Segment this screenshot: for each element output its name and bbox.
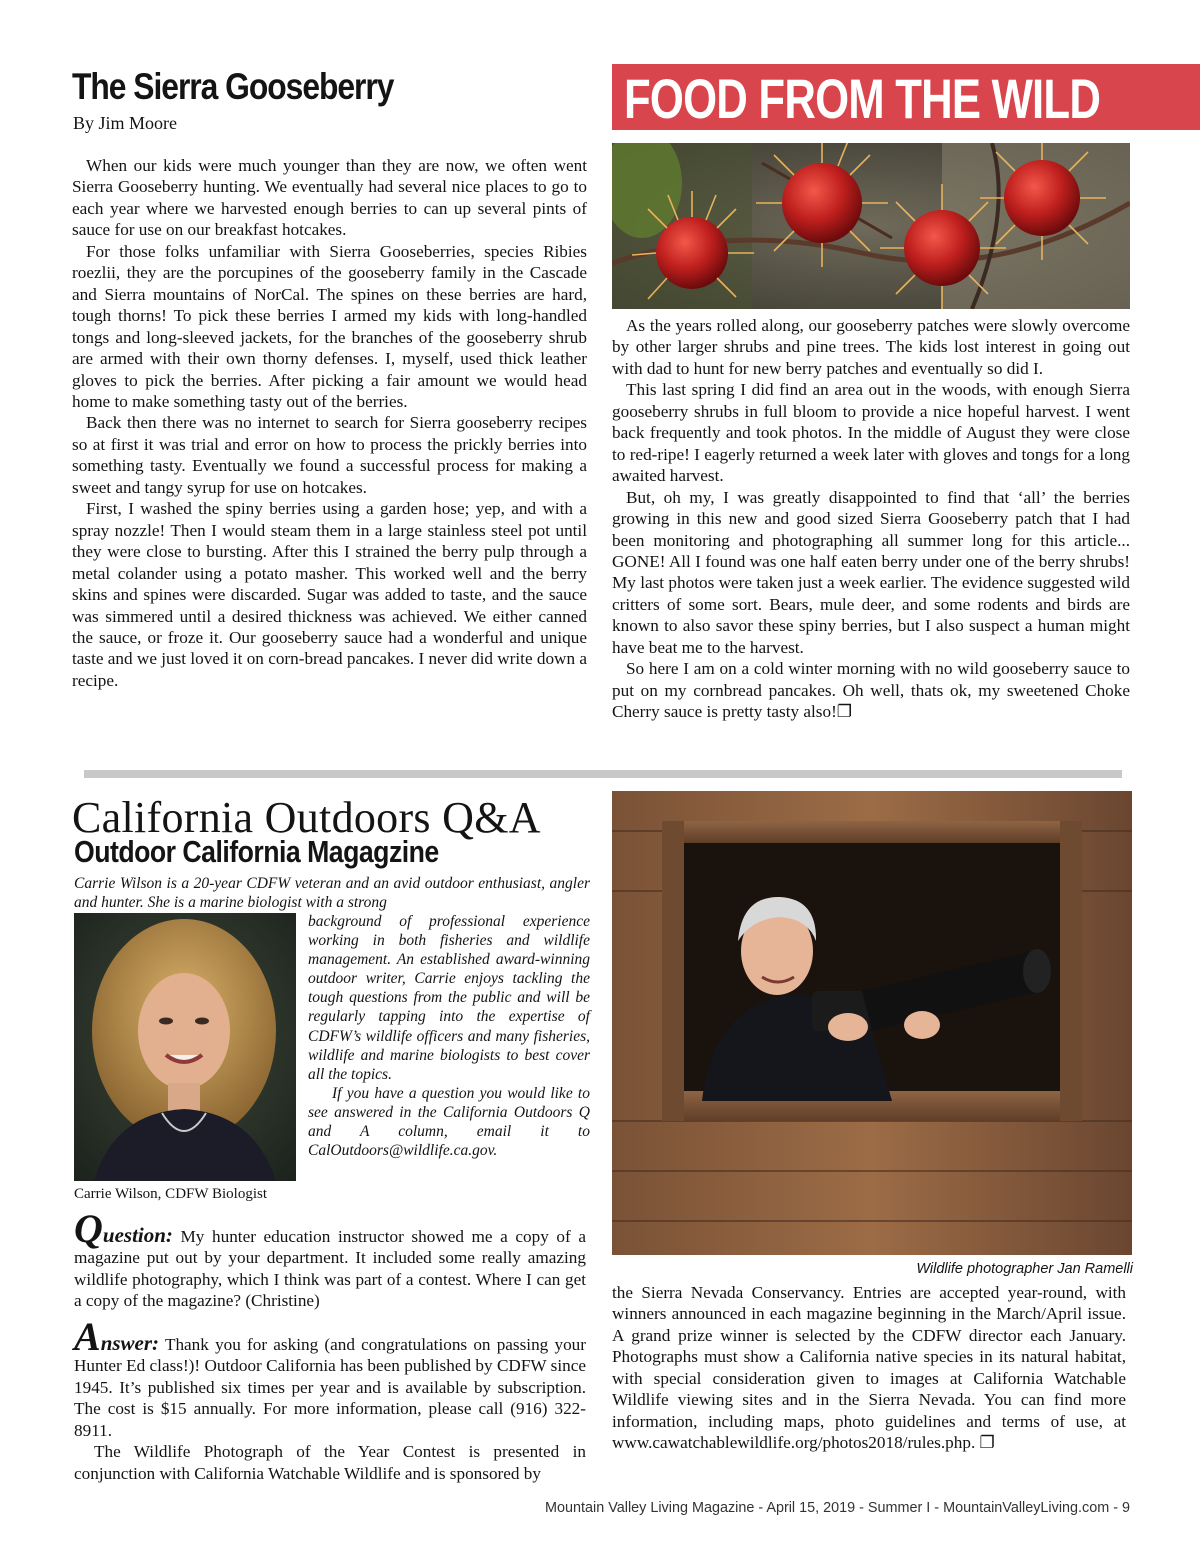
author-bio-contact: If you have a question you would like to see answered in the California Outdoors Q and A column, email it to CalOutdoors@wildlife.ca.gov. [308,1084,590,1160]
article-left-column [72,155,587,691]
answer-text: Thank you for asking (and congratulations on passing your Hunter Ed class!)! Outdoor California has been published by CDFW since 1945. It’s published six times per year and is available by subscription. The cost is $15 annually. For more information, please call (916) 322-8911. [74,1335,586,1440]
author-bio-body [308,912,590,1160]
qa-subtitle: Outdoor California Magagzine [74,834,439,869]
author-portrait [74,913,296,1181]
photographer-photo-image [612,791,1132,1255]
qa-title: California Outdoors Q&A [72,793,541,842]
question-label: uestion: [102,1223,173,1247]
gooseberry-photo-image [612,143,1130,309]
answer-text-continued: The Wildlife Photograph of the Year Contest is presented in conjunction with California Watchable Wildlife and is sponsored by [74,1442,586,1483]
article-paragraph: But, oh my, I was greatly disappointed to find that ‘all’ the berries growing in this new and good sized Sierra Gooseberry patch that I had been monitoring and photographing all summer long for this article... GONE! All I found was one half eaten berry under one of the berry shrubs! My last photos were taken just a week earlier. The evidence suggested wild critters of some sort. Bears, mule deer, and some rodents and birds are known to also savor these spiny berries, but I also suspect a human might have beat me to the harvest. [612,487,1130,657]
answer-text-continued-right: the Sierra Nevada Conservancy. Entries are accepted year-round, with winners announced in each magazine beginning in the March/April issue. A grand prize winner is selected by the CDFW director each January. Photographs must show a California native species in its natural habitat, with special consideration given to images at California Watchable Wildlife viewing sites and in the Sierra Nevada. You can find more information, including maps, photo guidelines and terms of use, at www.cawatchablewildlife.org/photos2018/rules.php. ❐ [612,1283,1126,1453]
article-byline: By Jim Moore [73,113,178,133]
question-block [74,1206,586,1312]
photographer-photo [612,791,1132,1255]
question-text: My hunter education instructor showed me a copy of a magazine put out by your department. It included some really amazing wildlife photography, which I think was part of a contest. Where I can get a copy of the magazine? (Christine) [74,1227,586,1311]
section-divider [84,770,1122,778]
answer-dropcap: A [74,1314,101,1359]
gooseberry-photo [612,143,1130,309]
article-title: The Sierra Gooseberry [72,66,394,107]
answer-label: nswer: [100,1331,160,1355]
section-banner-title: FOOD FROM THE WILD [624,67,1101,130]
article-paragraph: First, I washed the spiny berries using a garden hose; yep, and with a spray nozzle! Then I would steam them in a large stainless steel pot until they were close to bursting. After this I strained the berry pulp through a metal colander using a potato masher. This worked well and the berry skins and spines were discarded. Sugar was added to taste, and the sauce was simmered until a desired thickness was achieved. We either canned the sauce, or froze it. Our gooseberry sauce had a wonderful and unique taste and we just loved it on corn-bread pancakes. I never did write down a recipe. [72,499,587,690]
author-portrait-image [74,913,296,1181]
section-banner [612,64,1200,130]
author-bio-text: background of professional experience working in both fisheries and wildlife management. An established award-winning outdoor writer, Carrie enjoys tackling the tough questions from the public and will be regularly tapping into the expertise of CDFW’s wildlife officers and many fisheries, wildlife and marine biologists to best cover all the topics. [308,913,590,1083]
answer-block [74,1314,586,1484]
question-dropcap: Q [74,1206,103,1251]
article-paragraph: Back then there was no internet to search for Sierra gooseberry recipes so at first it was trial and error on how to process the prickly berries into something tasty. Eventually we found a successful process for making a sweet and tangy syrup for use on hotcakes. [72,413,587,497]
article-paragraph: This last spring I did find an area out in the woods, with enough Sierra gooseberry shrubs in full bloom to provide a nice hopeful harvest. I went back frequently and took photos. In the middle of August they were close to red-ripe! I eagerly returned a week later with gloves and tongs for a long awaited harvest. [612,380,1130,486]
article-paragraph: As the years rolled along, our gooseberry patches were slowly overcome by other larger shrubs and pine trees. The kids lost interest in going out with dad to hunt for new berry patches and eventually so did I. [612,316,1130,378]
author-bio-intro: Carrie Wilson is a 20-year CDFW veteran and an avid outdoor enthusiast, angler and hunter. She is a marine biologist with a strong [74,875,590,912]
photo-caption: Wildlife photographer Jan Ramelli [916,1261,1133,1277]
article-paragraph: When our kids were much younger than they are now, we often went Sierra Gooseberry hunting. We eventually had several nice places to go to each year where we harvested enough berries to can up several pints of sauce for use on our breakfast hotcakes. [72,156,587,240]
article-paragraph: For those folks unfamiliar with Sierra Gooseberries, species Ribies roezlii, they are the porcupines of the gooseberry family in the Cascade and Sierra mountains of NorCal. The spines on these berries are hard, tough thorns! To pick these berries I armed my kids with long-handled tongs and long-sleeved jackets, for the branches of the gooseberry shrub are armed with their own thorny defenses. I, myself, used thick leather gloves to pick the berries. After picking a fair amount we would head home to make something tasty out of the berries. [72,241,587,411]
portrait-caption: Carrie Wilson, CDFW Biologist [74,1186,268,1202]
page-footer: Mountain Valley Living Magazine - April 15, 2019 - Summer I - MountainValleyLiving.com - 9 [545,1500,1130,1516]
answer-right-column [612,1282,1126,1454]
article-paragraph: So here I am on a cold winter morning with no wild gooseberry sauce to put on my cornbread pancakes. Oh well, thats ok, my sweetened Choke Cherry sauce is pretty tasty also!❐ [612,659,1130,722]
article-right-column [612,315,1130,723]
